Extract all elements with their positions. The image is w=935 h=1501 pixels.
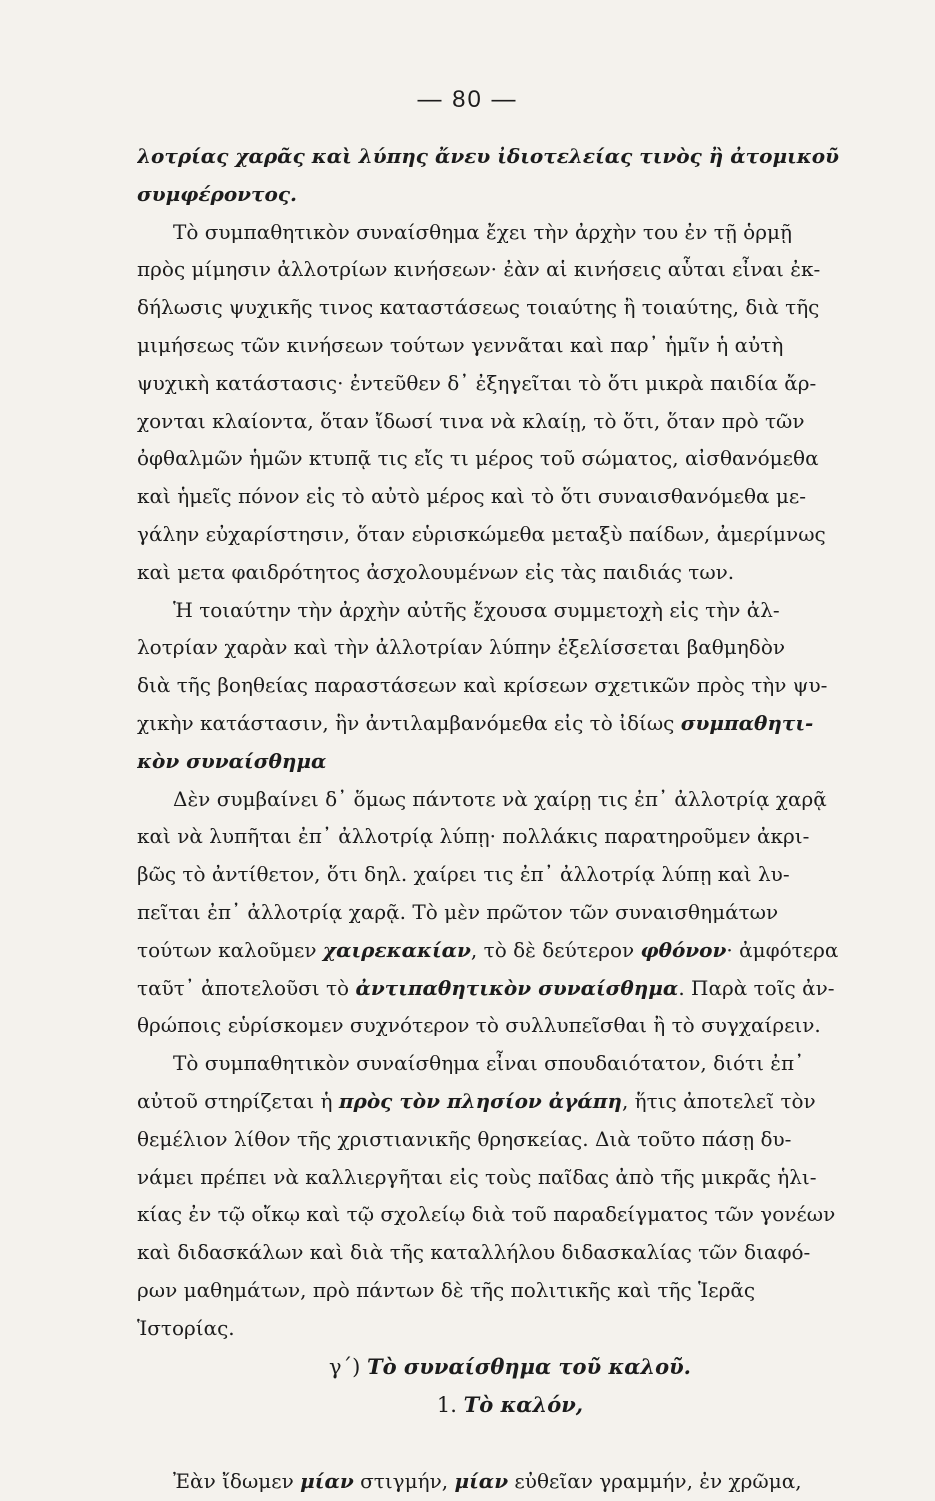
text-run: ψυχικὴ κατάστασις· ἐντεῦθεν δ᾽ ἐξηγεῖται τὸ ὅτι μικρὰ παιδία ἄρ- [137, 370, 817, 395]
emphasized-text: συμπαθητι- [680, 710, 814, 735]
text-line [137, 403, 883, 441]
text-run: θεμέλιον λίθον τῆς χριστιανικῆς θρησκείας. Διὰ τοῦτο πάσῃ δυ- [137, 1126, 792, 1151]
emphasized-text: κὸν συναίσθημα [137, 748, 327, 773]
text-line [137, 781, 883, 819]
text-line [137, 1196, 883, 1234]
text-run: γ΄) [329, 1354, 367, 1379]
text-run: εὐθεῖαν γραμμήν, ἐν χρῶμα, [508, 1468, 802, 1493]
text-run: κίας ἐν τῷ οἴκῳ καὶ τῷ σχολείῳ διὰ τοῦ παραδείγματος τῶν γονέων [137, 1202, 836, 1227]
text-line [137, 327, 883, 365]
text-line [137, 818, 883, 856]
emphasized-text: Τὸ καλόν, [463, 1392, 584, 1418]
text-line [137, 667, 883, 705]
text-line [137, 440, 883, 478]
page-number: — 80 — [417, 86, 518, 113]
text-run: ταῦτ᾽ ἀποτελοῦσι τὸ [137, 975, 356, 1000]
text-run: πεῖται ἐπ᾽ ἀλλοτρίᾳ χαρᾷ. Τὸ μὲν πρῶτον τῶν συναισθημάτων [137, 899, 779, 924]
text-line [137, 1272, 883, 1310]
text-run: ὀφθαλμῶν ἡμῶν κτυπᾷ τις εἴς τι μέρος τοῦ σώματος, αἰσθανόμεθα [137, 446, 819, 471]
text-run: Ἡ τοιαύτην τὴν ἀρχὴν αὐτῆς ἔχουσα συμμετοχὴ εἰς τὴν ἀλ- [173, 597, 780, 622]
text-line [137, 1083, 883, 1121]
emphasized-text: ἀντιπαθητικὸν συναίσθημα [355, 975, 679, 1000]
text-run: καὶ νὰ λυπῆται ἐπ᾽ ἀλλοτρίᾳ λύπῃ· πολλάκις παρατηροῦμεν ἀκρι- [137, 824, 810, 849]
text-run: Τὸ συμπαθητικὸν συναίσθημα ἔχει τὴν ἀρχὴν του ἐν τῇ ὁρμῇ [173, 219, 792, 244]
text-run: μιμήσεως τῶν κινήσεων τούτων γεννᾶται καὶ παρ᾽ ἡμῖν ἡ αὐτὴ [137, 332, 784, 357]
text-run: , τὸ δὲ δεύτερον [470, 937, 641, 962]
text-line [137, 176, 883, 214]
text-run: θρώποις εὑρίσκομεν συχνότερον τὸ συλλυπεῖσθαι ἢ τὸ συγχαίρειν. [137, 1013, 821, 1038]
text-line [137, 592, 883, 630]
text-line [137, 516, 883, 554]
text-line [137, 1159, 883, 1197]
text-run: χικὴν κατάστασιν, ἣν ἀντιλαμβανόμεθα εἰς τὸ ἰδίως [137, 710, 681, 735]
text-run: , ἥτις ἀποτελεῖ τὸν [621, 1088, 816, 1113]
text-line [137, 932, 883, 970]
emphasized-text: συμφέροντος. [137, 181, 297, 206]
text-run: ρων μαθημάτων, πρὸ πάντων δὲ τῆς πολιτικῆς καὶ τῆς Ἱερᾶς [137, 1277, 756, 1302]
text-run: . Παρὰ τοῖς ἀν- [678, 975, 835, 1000]
text-line [137, 214, 883, 252]
text-line [137, 1463, 883, 1501]
text-run: καὶ ἡμεῖς πόνον εἰς τὸ αὐτὸ μέρος καὶ τὸ ὅτι συναισθανόμεθα με- [137, 484, 806, 509]
text-line [137, 289, 883, 327]
text-line [137, 138, 883, 176]
text-run: · ἀμφότερα [726, 937, 839, 962]
text-line [137, 1045, 883, 1083]
emphasized-text: πρὸς τὸν πλησίον ἀγάπη [338, 1088, 622, 1113]
text-line [137, 365, 883, 403]
text-line [137, 856, 883, 894]
text-line [137, 970, 883, 1008]
text-run: βῶς τὸ ἀντίθετον, ὅτι δηλ. χαίρει τις ἐπ᾽ ἀλλοτρίᾳ λύπῃ καὶ λυ- [137, 862, 790, 887]
text-line [137, 629, 883, 667]
text-run: καὶ διδασκάλων καὶ διὰ τῆς καταλλήλου διδασκαλίας τῶν διαφό- [137, 1240, 811, 1265]
text-run: πρὸς μίμησιν ἀλλοτρίων κινήσεων· ἐὰν αἱ κινήσεις αὗται εἶναι ἐκ- [137, 257, 821, 282]
text-run: Τὸ συμπαθητικὸν συναίσθημα εἶναι σπουδαιότατον, διότι ἐπ᾽ [173, 1051, 805, 1076]
text-run: αὐτοῦ στηρίζεται ἡ [137, 1088, 339, 1113]
text-line [137, 1425, 883, 1463]
emphasized-text: μίαν [454, 1468, 509, 1493]
text-run: διὰ τῆς βοηθείας παραστάσεων καὶ κρίσεων σχετικῶν πρὸς τὴν ψυ- [137, 673, 828, 698]
emphasized-text: Τὸ συναίσθημα τοῦ καλοῦ. [366, 1353, 691, 1379]
text-line [137, 251, 883, 289]
text-run: Δὲν συμβαίνει δ᾽ ὅμως πάντοτε νὰ χαίρῃ τις ἐπ᾽ ἀλλοτρίᾳ χαρᾷ [173, 786, 827, 811]
text-line [137, 894, 883, 932]
text-run: 1. [436, 1393, 464, 1418]
text-run: δήλωσις ψυχικῆς τινος καταστάσεως τοιαύτης ἢ τοιαύτης, διὰ τῆς [137, 295, 820, 320]
section-heading [137, 1348, 883, 1387]
text-run: τούτων καλοῦμεν [137, 937, 323, 962]
text-run: καὶ μετα φαιδρότητος ἀσχολουμένων εἰς τὰς παιδιάς των. [137, 559, 735, 584]
emphasized-text: μίαν [300, 1468, 354, 1493]
text-run: νάμει πρέπει νὰ καλλιεργῆται εἰς τοὺς παῖδας ἀπὸ τῆς μικρᾶς ἡλι- [137, 1164, 817, 1189]
text-run: γάλην εὐχαρίστησιν, ὅταν εὑρισκώμεθα μεταξὺ παίδων, ἀμερίμνως [137, 521, 826, 546]
emphasized-text: λοτρίας χαρᾶς καὶ λύπης ἄνευ ἰδιοτελείας τινὸς ἢ ἀτομικοῦ [137, 144, 839, 168]
text-line [137, 1007, 883, 1045]
text-run: Ἱστορίας. [137, 1315, 235, 1340]
text-line [137, 743, 883, 781]
text-line [137, 554, 883, 592]
text-line [137, 1310, 883, 1348]
text-line [137, 1234, 883, 1272]
text-line [137, 705, 883, 743]
text-run: στιγμήν, [353, 1468, 455, 1493]
text-run: λοτρίαν χαρὰν καὶ τὴν ἀλλοτρίαν λύπην ἐξελίσσεται βαθμηδὸν [137, 635, 786, 660]
text-line [137, 478, 883, 516]
emphasized-text: χαιρεκακίαν [322, 937, 471, 962]
section-heading [137, 1386, 883, 1425]
body-text [137, 138, 883, 1501]
emphasized-text: φθόνον [640, 937, 727, 962]
text-run: Ἐὰν ἴδωμεν [173, 1468, 301, 1493]
text-run: χονται κλαίοντα, ὅταν ἴδωσί τινα νὰ κλαίῃ, τὸ ὅτι, ὅταν πρὸ τῶν [137, 408, 805, 433]
text-line [137, 1121, 883, 1159]
